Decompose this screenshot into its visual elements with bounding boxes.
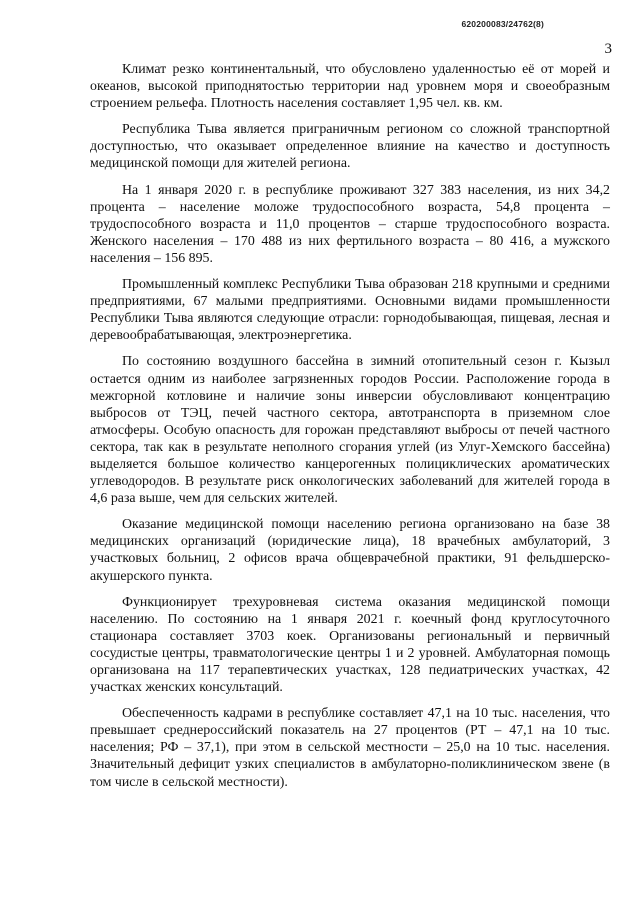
- document-body: [90, 61, 610, 800]
- paragraph-industry: Промышленный комплекс Республики Тыва образован 218 крупными и средними предприятиями, 67 малыми предприятиями. Основными видами промышленности Республики Тыва являются следующие отрасли: горнодобывающая, пищевая, лесная и деревообрабатывающая, электроэнергетика.: [90, 277, 610, 344]
- paragraph-staffing: Обеспеченность кадрами в республике составляет 47,1 на 10 тыс. населения, что превышает среднероссийский показатель на 27 процентов (РТ – 47,1 на 10 тыс. населения; РФ – 37,1), при этом в сельской местности – 25,0 на 10 тыс. населения. Значительный дефицит узких специалистов в амбулаторно-поликлиническом звене (в том числе в сельской местности).: [90, 706, 610, 790]
- paragraph-air-pollution: По состоянию воздушного бассейна в зимний отопительный сезон г. Кызыл остается одним из наиболее загрязненных городов России. Расположение города в межгорной котловине и наличие зоны инверсии обусловливают концентрацию выбросов от ТЭЦ, печей частного сектора, автотранспорта в приземном слое атмосферы. Особую опасность для горожан представляют выбросы от печей частного сектора, так как в результате неполного сгорания углей (из Улуг-Хемского бассейна) выделяется большое количество канцерогенных полициклических ароматических углеводородов. В результате риск онкологических заболеваний для жителей города в 4,6 раза выше, чем для сельских жителей.: [90, 354, 610, 507]
- paragraph-border-region: Республика Тыва является приграничным регионом со сложной транспортной доступностью, что оказывает определенное влияние на качество и доступность медицинской помощи для жителей региона.: [90, 122, 610, 172]
- document-code: 620200083/24762(8): [461, 19, 544, 29]
- paragraph-care-system: Функционирует трехуровневая система оказания медицинской помощи населению. По состоянию на 1 января 2021 г. коечный фонд круглосуточного стационара составляет 3703 коек. Организованы региональный и первичный сосудистые центры, травматологические центры 1 и 2 уровней. Амбулаторная помощь организована на 117 терапевтических участках, 128 педиатрических участках, 42 участках женских консультаций.: [90, 594, 610, 696]
- paragraph-population: На 1 января 2020 г. в республике проживают 327 383 населения, из них 34,2 процента – население моложе трудоспособного возраста, 54,8 процента – трудоспособного возраста и 11,0 процентов – старше трудоспособного возраста. Женского населения – 170 488 из них фертильного возраста – 80 416, а мужского населения – 156 895.: [90, 182, 610, 266]
- page-number: 3: [604, 41, 612, 57]
- paragraph-medical-organizations: Оказание медицинской помощи населению региона организовано на базе 38 медицинских организаций (юридические лица), 18 врачебных амбулаторий, 3 участковых больниц, 2 офисов врача общеврачебной практики, 91 фельдшерско-акушерского пункта.: [90, 517, 610, 584]
- paragraph-climate: Климат резко континентальный, что обусловлено удаленностью её от морей и океанов, высокой приподнятостью территории над уровнем моря и своеобразным строением рельефа. Плотность населения составляет 1,95 чел. кв. км.: [90, 62, 610, 112]
